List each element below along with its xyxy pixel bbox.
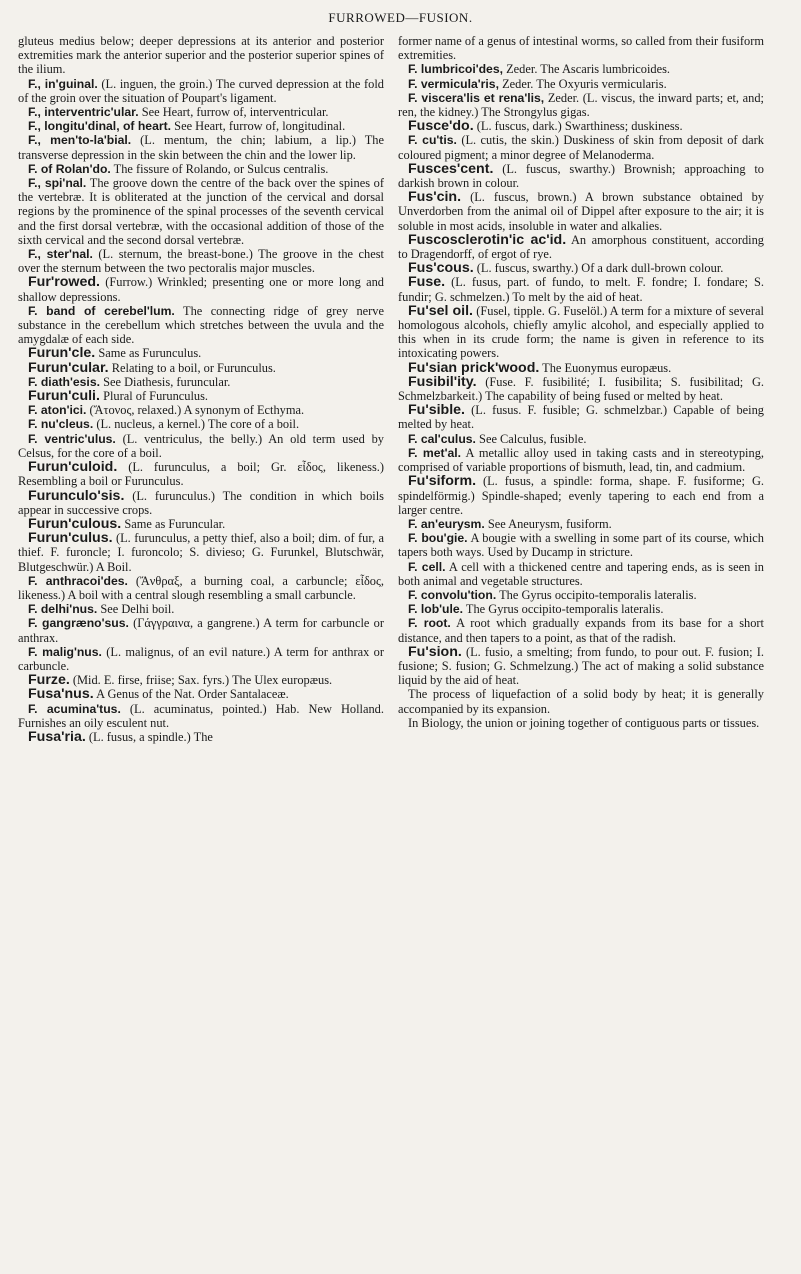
entry-definition: (Ἄνθραξ, a burning coal, a carbuncle; εἶδος, likeness.) A boil with a central slough resembling a small carbuncle.: [18, 573, 384, 602]
dictionary-entry: [398, 588, 764, 602]
dictionary-entry: [18, 489, 384, 517]
dictionary-entry: [398, 133, 764, 161]
entry-definition: (L. fusus, a spindle: forma, shape. F. fusiforme; G. spindelförmig.) Spindle-shaped; evenly tapering to each end from a larger centre.: [398, 474, 764, 517]
entry-definition: (L. fusus, a spindle.) The: [88, 729, 213, 744]
dictionary-entry: [398, 119, 764, 133]
entry-headword: Fuse.: [408, 274, 446, 291]
entry-headword: F. diath'esis.: [28, 374, 100, 389]
entry-definition: (L. sternum, the breast-bone.) The groove in the chest over the sternum between the two pectoralis major muscles.: [18, 247, 384, 276]
entry-definition: Zeder. The Oxyuris vermicularis.: [502, 76, 667, 91]
entry-definition: Same as Furuncular.: [124, 516, 226, 531]
entry-headword: F., longitu'dinal, of heart.: [28, 119, 172, 134]
entry-definition: (L. fusus. F. fusible; G. schmelzbar.) Capable of being melted by heat.: [398, 403, 764, 432]
entry-definition: Relating to a boil, or Furunculus.: [111, 360, 276, 375]
dictionary-entry: [398, 560, 764, 588]
dictionary-entry: [18, 346, 384, 360]
entry-definition: An amorphous constituent, according to Dragendorff, of ergot of rye.: [398, 232, 764, 262]
dictionary-entry: [398, 616, 764, 644]
entry-definition: The groove down the centre of the back over the spines of the vertebræ. It is obliterated at the junction of the cervical and dorsal regions by the prominence of the spinal processes of the seventh cervical and the first dorsal vertebræ, with the occasional addition of those of the sixth cervical and the second dorsal vertebræ.: [18, 176, 385, 247]
entry-headword: F. cal'culus.: [408, 431, 476, 446]
entry-definition: (Mid. E. firse, friise; Sax. fyrs.) The Ulex europæus.: [72, 673, 333, 688]
entry-headword: Furun'culous.: [28, 515, 122, 532]
entry-headword: F. aton'ici.: [28, 403, 87, 418]
entry-definition: See Heart, furrow of, longitudinal.: [174, 119, 346, 134]
entry-headword: Furunculo'sis.: [28, 487, 125, 504]
entry-definition: A cell with a thickened centre and tapering ends, as is seen in both animal and vegetable structures.: [398, 559, 764, 588]
right-column: [398, 34, 764, 730]
entry-definition: A Genus of the Nat. Order Santalaceæ.: [96, 687, 289, 702]
entry-definition: The Gyrus occipito-temporalis lateralis.: [465, 602, 664, 617]
entry-headword: F. root.: [408, 616, 451, 631]
entry-headword: F., spi'nal.: [28, 176, 87, 191]
entry-headword: F., men'to-la'bial.: [28, 133, 132, 148]
entry-headword: F. lob'ule.: [408, 602, 464, 617]
entry-definition: The process of liquefaction of a solid body by heat; it is generally accompanied by its expansion.: [398, 687, 764, 716]
entry-headword: Furun'culi.: [28, 388, 100, 405]
dictionary-entry: [18, 645, 384, 673]
entry-definition: (L. furunculus.) The condition in which boils appear in successive crops.: [18, 488, 384, 517]
entry-definition: (Fuse. F. fusibilité; I. fusibilita; S. fusibilitad; G. Schmelzbarkeit.) The capability of being fused or melted by heat.: [398, 374, 764, 404]
dictionary-entry: [18, 119, 384, 133]
entry-headword: Furun'culus.: [28, 530, 113, 547]
entry-definition: (L. mentum, the chin; labium, a lip.) The transverse depression in the skin between the chin and the lower lip.: [18, 133, 384, 162]
dictionary-entry: [18, 361, 384, 375]
dictionary-entry: [18, 574, 384, 602]
entry-headword: F. ventric'ulus.: [28, 431, 116, 446]
dictionary-entry: [398, 233, 764, 261]
entry-headword: Fus'cin.: [408, 189, 462, 206]
dictionary-entry: [398, 91, 764, 119]
entry-headword: Fus'cous.: [408, 260, 474, 277]
entry-definition: (Γάγγραινα, a gangrene.) A term for carbuncle or anthrax.: [18, 616, 384, 645]
entry-definition: Zeder. The Ascaris lumbricoides.: [506, 62, 671, 77]
dictionary-entry: [398, 531, 764, 559]
dictionary-entry: [18, 34, 384, 77]
entry-headword: Furun'cular.: [28, 359, 109, 376]
entry-definition: (L. acuminatus, pointed.) Hab. New Holland. Furnishes an oily esculent nut.: [18, 701, 384, 730]
entry-headword: F. anthracoi'des.: [28, 573, 128, 588]
dictionary-entry: [18, 162, 384, 176]
entry-headword: Fu'sian prick'wood.: [408, 359, 540, 376]
dictionary-entry: [398, 446, 764, 474]
entry-definition: gluteus medius below; deeper depressions at its anterior and posterior extremities mark the anterior superior and the posterior superior spines of the ilium.: [18, 34, 384, 77]
dictionary-entry: [18, 460, 384, 488]
dictionary-entry: [18, 176, 384, 247]
entry-headword: Fusces'cent.: [408, 160, 494, 177]
entry-headword: F. met'al.: [408, 445, 462, 460]
entry-definition: (L. fusus, part. of fundo, to melt. F. fondre; I. fondare; S. fundir; G. schmelzen.) To melt by the aid of heat.: [398, 275, 764, 304]
entry-definition: (L. furunculus, a boil; Gr. εἶδος, likeness.) Resembling a boil or Furunculus.: [18, 460, 384, 489]
entry-headword: Fu'sel oil.: [408, 302, 474, 319]
entry-headword: Fusa'ria.: [28, 728, 86, 745]
entry-definition: Plural of Furunculus.: [103, 389, 209, 404]
dictionary-entry: [18, 304, 384, 347]
entry-headword: F. of Rolan'do.: [28, 161, 111, 176]
entry-headword: F. band of cerebel'lum.: [28, 303, 175, 318]
entry-definition: (L. fuscus, swarthy.) Of a dark dull-brown colour.: [476, 261, 724, 276]
entry-definition: In Biology, the union or joining together of contiguous parts or tissues.: [408, 715, 760, 730]
entry-headword: F. gangræno'sus.: [28, 616, 129, 631]
dictionary-entry: [18, 403, 384, 417]
dictionary-entry: [398, 275, 764, 303]
dictionary-entry: [398, 403, 764, 431]
entry-definition: (L. ventriculus, the belly.) An old term used by Celsus, for the core of a boil.: [18, 431, 384, 460]
entry-definition: See Diathesis, furuncular.: [103, 374, 231, 389]
dictionary-entry: [398, 190, 764, 233]
dictionary-entry: [398, 645, 764, 688]
dictionary-entry: [18, 602, 384, 616]
entry-headword: Fu'sion.: [408, 643, 462, 660]
dictionary-entry: [18, 275, 384, 303]
dictionary-entry: [18, 531, 384, 574]
dictionary-entry: [18, 247, 384, 275]
dictionary-entry: [398, 375, 764, 403]
entry-headword: F. bou'gie.: [408, 531, 468, 546]
entry-definition: (L. malignus, of an evil nature.) A term for anthrax or carbuncle.: [18, 644, 384, 673]
entry-definition: (L. nucleus, a kernel.) The core of a boil.: [96, 417, 300, 432]
entry-headword: F. an'eurysm.: [408, 516, 485, 531]
entry-headword: Fu'sible.: [408, 402, 465, 419]
entry-definition: Zeder. (L. viscus, the inward parts; et, and; ren, the kidney.) The Strongylus gigas.: [398, 90, 764, 120]
dictionary-entry: [398, 517, 764, 531]
entry-definition: The Gyrus occipito-temporalis lateralis.: [499, 587, 697, 602]
entry-headword: F. cell.: [408, 559, 446, 574]
dictionary-entry: [398, 34, 764, 62]
entry-headword: F. nu'cleus.: [28, 417, 94, 432]
entry-definition: (L. fuscus, swarthy.) Brownish; approaching to darkish brown in colour.: [398, 161, 764, 191]
dictionary-entry: [18, 517, 384, 531]
entry-headword: F. acumina'tus.: [28, 701, 121, 716]
dictionary-entry: [18, 432, 384, 460]
entry-headword: F., ster'nal.: [28, 247, 93, 262]
left-column: [18, 34, 384, 744]
entry-definition: (Ἄτονος, relaxed.) A synonym of Ecthyma.: [89, 403, 305, 418]
entry-definition: (Furrow.) Wrinkled; presenting one or more long and shallow depressions.: [18, 275, 384, 304]
entry-headword: F. delhi'nus.: [28, 602, 98, 617]
dictionary-entry: [398, 716, 764, 730]
entry-headword: F., in'guinal.: [28, 76, 98, 91]
dictionary-entry: [398, 162, 764, 190]
dictionary-entry: [398, 361, 764, 375]
dictionary-entry: [18, 375, 384, 389]
dictionary-entry: [18, 673, 384, 687]
entry-definition: A root which gradually expands from its base for a short distance, and then tapers to a point, as that of the radish.: [398, 616, 764, 645]
entry-headword: Furun'cle.: [28, 345, 96, 362]
entry-headword: Fusce'do.: [408, 118, 474, 135]
running-head: FURROWED—FUSION.: [328, 10, 473, 25]
dictionary-entry: [398, 62, 764, 76]
dictionary-entry: [18, 702, 384, 730]
dictionary-entry: [18, 105, 384, 119]
dictionary-entry: [18, 133, 384, 161]
entry-headword: F. vermicula'ris,: [408, 76, 499, 91]
entry-definition: (L. fusio, a smelting; from fundo, to pour out. F. fusion; I. fusione; S. fusion; G. Schmelzung.) The act of making a solid substance liquid by the aid of heat.: [398, 644, 764, 688]
dictionary-entry: [398, 77, 764, 91]
entry-definition: Same as Furunculus.: [98, 346, 202, 361]
entry-headword: Furun'culoid.: [28, 459, 118, 476]
entry-headword: F. convolu'tion.: [408, 587, 497, 602]
entry-definition: See Heart, furrow of, interventricular.: [141, 105, 329, 120]
entry-headword: F. cu'tis.: [408, 133, 457, 148]
entry-headword: Fu'siform.: [408, 473, 477, 490]
entry-definition: A metallic alloy used in taking casts and in stereotyping, comprised of variable proportions of bismuth, lead, tin, and cadmium.: [398, 445, 764, 475]
entry-definition: (L. fuscus, brown.) A brown substance obtained by Unverdorben from the animal oil of Dippel after exposure to the air; it is soluble in most acids, insoluble in water and alkalies.: [398, 190, 764, 233]
entry-definition: The connecting ridge of grey nerve substance in the cerebellum which stretches between the uvula and the amygdalæ of each side.: [18, 303, 384, 347]
entry-definition: See Delhi boil.: [100, 602, 175, 617]
dictionary-entry: [18, 687, 384, 701]
entry-headword: Furze.: [28, 672, 70, 689]
entry-definition: (L. furunculus, a petty thief, also a boil; dim. of fur, a thief. F. furoncle; I. furoncolo; S. divieso; G. Furunkel, Blutschwär, Blutgeschwür.) A Boil.: [18, 531, 384, 574]
entry-headword: F. malig'nus.: [28, 644, 102, 659]
dictionary-entry: [18, 417, 384, 431]
entry-definition: (Fusel, tipple. G. Fuselöl.) A term for a mixture of several homologous alcohols, chiefly amylic alcohol, and especially applied to this when in its crude form; the name is given in reference to its intoxicating powers.: [398, 303, 764, 361]
entry-headword: F. viscera'lis et rena'lis,: [408, 90, 545, 105]
dictionary-entry: [398, 687, 764, 715]
entry-definition: (L. inguen, the groin.) The curved depression at the fold of the groin over the situation of Poupart's ligament.: [18, 76, 384, 105]
entry-definition: See Calculus, fusible.: [479, 431, 587, 446]
dictionary-entry: [18, 616, 384, 644]
dictionary-entry: [18, 77, 384, 105]
entry-headword: Fur'rowed.: [28, 274, 100, 291]
entry-definition: The Euonymus europæus.: [542, 360, 672, 375]
entry-headword: F. lumbricoi'des,: [408, 62, 503, 77]
entry-definition: (L. cutis, the skin.) Duskiness of skin from deposit of dark coloured pigment; a minor degree of Melanoderma.: [398, 133, 764, 162]
entry-headword: Fusa'nus.: [28, 686, 94, 703]
entry-headword: Fusibil'ity.: [408, 373, 477, 390]
entry-definition: See Aneurysm, fusiform.: [487, 516, 612, 531]
dictionary-entry: [398, 304, 764, 361]
dictionary-entry: [398, 474, 764, 517]
entry-headword: Fuscosclerotin'ic ac'id.: [408, 231, 567, 248]
entry-definition: A bougie with a swelling in some part of its course, which tapers both ways. Used by Ducamp in stricture.: [398, 531, 764, 560]
dictionary-entry: [18, 730, 384, 744]
dictionary-entry: [398, 261, 764, 275]
dictionary-entry: [18, 389, 384, 403]
entry-headword: F., interventric'ular.: [28, 105, 139, 120]
entry-definition: former name of a genus of intestinal worms, so called from their fusiform extremities.: [398, 34, 764, 63]
entry-definition: The fissure of Rolando, or Sulcus centralis.: [113, 161, 329, 176]
entry-definition: (L. fuscus, dark.) Swarthiness; duskiness.: [476, 119, 683, 134]
dictionary-entry: [398, 432, 764, 446]
dictionary-entry: [398, 602, 764, 616]
